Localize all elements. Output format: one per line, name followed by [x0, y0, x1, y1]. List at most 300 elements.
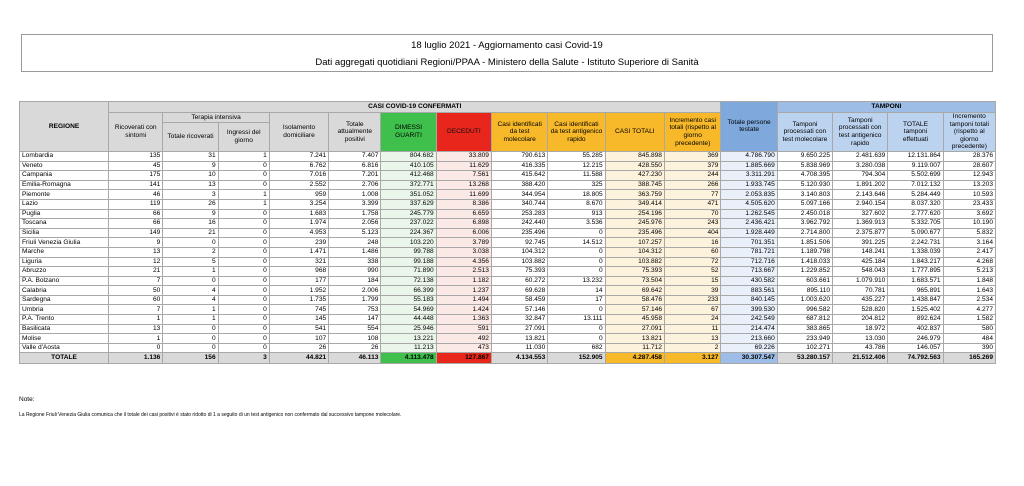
table-cell: 0 — [218, 315, 269, 325]
table-row — [20, 276, 996, 286]
table-cell: 99.188 — [381, 257, 436, 267]
table-cell: 52 — [664, 267, 720, 277]
table-cell: 379 — [664, 161, 720, 171]
table-cell: 753 — [329, 305, 381, 315]
table-cell: 60.272 — [491, 276, 547, 286]
table-cell: 0 — [548, 257, 605, 267]
table-cell: 5.284.449 — [888, 190, 943, 200]
table-cell: 1.891.202 — [833, 180, 888, 190]
table-cell: 214.474 — [721, 324, 777, 334]
table-cell: 2.481.639 — [833, 151, 888, 161]
table-cell: 1.363 — [436, 315, 491, 325]
header-ti-ingressi: Ingressi del giorno — [218, 122, 269, 151]
table-cell: 7.407 — [329, 151, 381, 161]
total-cell: 3.127 — [664, 353, 720, 364]
table-cell: 687.812 — [777, 315, 832, 325]
region-name-cell: Campania — [20, 171, 109, 181]
total-label-cell: TOTALE — [20, 353, 109, 364]
table-row — [20, 295, 996, 305]
table-cell: 32.847 — [491, 315, 547, 325]
table-cell: 1.683.571 — [888, 276, 943, 286]
table-cell: 18.805 — [548, 190, 605, 200]
table-cell: 11.588 — [548, 171, 605, 181]
region-name-cell: Umbria — [20, 305, 109, 315]
table-cell: 682 — [548, 343, 605, 353]
table-cell: 0 — [218, 228, 269, 238]
table-cell: 2.417 — [943, 247, 995, 257]
region-name-cell: Valle d'Aosta — [20, 343, 109, 353]
table-cell: 5.090.677 — [888, 228, 943, 238]
table-cell: 548.043 — [833, 267, 888, 277]
total-cell: 74.792.563 — [888, 353, 943, 364]
total-cell: 30.307.547 — [721, 353, 777, 364]
table-cell: 402.837 — [888, 324, 943, 334]
header-casi-antigenico: Casi identificati da test antigenico rapido — [548, 113, 605, 152]
table-cell: 0 — [218, 247, 269, 257]
table-cell: 16 — [163, 219, 218, 229]
table-cell: 781.721 — [721, 247, 777, 257]
table-cell: 372.771 — [381, 180, 436, 190]
table-cell: 2.056 — [329, 219, 381, 229]
table-cell: 239 — [269, 238, 328, 248]
table-row — [20, 324, 996, 334]
table-cell: 0 — [218, 305, 269, 315]
table-cell: 4.268 — [943, 257, 995, 267]
table-cell: 66 — [109, 209, 163, 219]
table-cell: 1.494 — [436, 295, 491, 305]
table-cell: 1 — [163, 267, 218, 277]
header-group-casi: CASI COVID-19 CONFERMATI — [109, 102, 721, 113]
table-cell: 15 — [664, 276, 720, 286]
table-cell: 145 — [269, 315, 328, 325]
table-cell: 0 — [548, 305, 605, 315]
table-cell: 701.351 — [721, 238, 777, 248]
table-cell: 1.885.669 — [721, 161, 777, 171]
table-cell: 243 — [664, 219, 720, 229]
table-cell: 2 — [163, 247, 218, 257]
table-cell: 70.781 — [833, 286, 888, 296]
table-cell: 245.976 — [605, 219, 664, 229]
table-cell: 892.624 — [888, 315, 943, 325]
table-cell: 266 — [664, 180, 720, 190]
table-cell: 18.972 — [833, 324, 888, 334]
total-cell: 4.287.458 — [605, 353, 664, 364]
table-cell: 2.375.877 — [833, 228, 888, 238]
table-cell: 388.745 — [605, 180, 664, 190]
table-cell: 2.552 — [269, 180, 328, 190]
table-cell: 107.257 — [605, 238, 664, 248]
table-row — [20, 209, 996, 219]
table-cell: 147 — [329, 315, 381, 325]
table-body — [20, 151, 996, 363]
region-name-cell: Veneto — [20, 161, 109, 171]
table-cell: 103.220 — [381, 238, 436, 248]
table-cell: 9.119.007 — [888, 161, 943, 171]
table-cell: 11 — [664, 324, 720, 334]
table-cell: 0 — [218, 267, 269, 277]
table-cell: 913 — [548, 209, 605, 219]
table-cell: 0 — [163, 324, 218, 334]
table-cell: 50 — [109, 286, 163, 296]
table-cell: 58.459 — [491, 295, 547, 305]
header-incremento-casi: Incremento casi totali (rispetto al giorno precedente) — [664, 113, 720, 152]
table-cell: 1.471 — [269, 247, 328, 257]
table-cell: 1.182 — [436, 276, 491, 286]
table-cell: 1.851.506 — [777, 238, 832, 248]
region-name-cell: Liguria — [20, 257, 109, 267]
table-cell: 0 — [218, 286, 269, 296]
table-cell: 1.003.620 — [777, 295, 832, 305]
region-name-cell: Sicilia — [20, 228, 109, 238]
table-cell: 103.882 — [491, 257, 547, 267]
table-cell: 70 — [664, 209, 720, 219]
table-cell: 71.890 — [381, 267, 436, 277]
header-group-terapia-intensiva: Terapia intensiva — [163, 113, 269, 123]
table-cell: 7.561 — [436, 171, 491, 181]
table-cell: 383.865 — [777, 324, 832, 334]
table-cell: 107 — [269, 334, 328, 344]
table-cell: 149 — [109, 228, 163, 238]
notes-label: Note: — [19, 396, 35, 403]
table-cell: 6.816 — [329, 161, 381, 171]
table-cell: 45 — [109, 161, 163, 171]
table-cell: 603.661 — [777, 276, 832, 286]
header-regione: REGIONE — [20, 102, 109, 152]
region-name-cell: Puglia — [20, 209, 109, 219]
table-cell: 845.898 — [605, 151, 664, 161]
table-cell: 242.440 — [491, 219, 547, 229]
table-cell: 492 — [436, 334, 491, 344]
table-cell: 28.607 — [943, 161, 995, 171]
table-cell: 0 — [548, 267, 605, 277]
region-name-cell: Molise — [20, 334, 109, 344]
table-cell: 1 — [109, 315, 163, 325]
table-cell: 148.241 — [833, 247, 888, 257]
table-cell: 425.184 — [833, 257, 888, 267]
table-cell: 959 — [269, 190, 328, 200]
table-cell: 13.232 — [548, 276, 605, 286]
table-cell: 430.582 — [721, 276, 777, 286]
table-cell: 58.476 — [605, 295, 664, 305]
table-cell: 7.016 — [269, 171, 328, 181]
table-cell: 3 — [163, 190, 218, 200]
table-cell: 69.226 — [721, 343, 777, 353]
table-cell: 141 — [109, 180, 163, 190]
table-cell: 10.190 — [943, 219, 995, 229]
table-cell: 73.504 — [605, 276, 664, 286]
table-cell: 1 — [163, 305, 218, 315]
table-cell: 13.203 — [943, 180, 995, 190]
total-cell: 44.821 — [269, 353, 328, 364]
table-cell: 13.268 — [436, 180, 491, 190]
table-cell: 235.496 — [605, 228, 664, 238]
report-subtitle: Dati aggregati quotidiani Regioni/PPAA - Ministero della Salute - Istituto Superiore di Sanità — [315, 57, 699, 68]
total-row — [20, 353, 996, 364]
table-cell: 8.670 — [548, 199, 605, 209]
table-cell: 67 — [664, 305, 720, 315]
table-cell: 8.386 — [436, 199, 491, 209]
table-cell: 12 — [109, 257, 163, 267]
table-cell: 1.418.033 — [777, 257, 832, 267]
table-cell: 233 — [664, 295, 720, 305]
table-cell: 26 — [163, 199, 218, 209]
table-cell: 0 — [163, 343, 218, 353]
table-cell: 25.946 — [381, 324, 436, 334]
header-ricoverati: Ricoverati con sintomi — [109, 113, 163, 152]
region-name-cell: Lazio — [20, 199, 109, 209]
table-cell: 996.582 — [777, 305, 832, 315]
region-name-cell: P.A. Bolzano — [20, 276, 109, 286]
table-cell: 72.138 — [381, 276, 436, 286]
table-cell: 1.189.798 — [777, 247, 832, 257]
table-cell: 69.628 — [491, 286, 547, 296]
table-cell: 0 — [163, 334, 218, 344]
table-cell: 253.283 — [491, 209, 547, 219]
table-cell: 9 — [109, 238, 163, 248]
table-row — [20, 343, 996, 353]
table-row — [20, 238, 996, 248]
table-cell: 6.659 — [436, 209, 491, 219]
table-cell: 13.821 — [491, 334, 547, 344]
table-cell: 0 — [163, 276, 218, 286]
table-cell: 5.832 — [943, 228, 995, 238]
table-cell: 3.280.038 — [833, 161, 888, 171]
table-cell: 369 — [664, 151, 720, 161]
table-cell: 745 — [269, 305, 328, 315]
table-cell: 0 — [218, 257, 269, 267]
table-cell: 528.820 — [833, 305, 888, 315]
header-persone-testate: Totale persone testate — [721, 102, 777, 152]
region-name-cell: Calabria — [20, 286, 109, 296]
table-row — [20, 228, 996, 238]
table-cell: 1 — [109, 334, 163, 344]
table-cell: 5.213 — [943, 267, 995, 277]
region-name-cell: Emilia-Romagna — [20, 180, 109, 190]
header-casi-totali: CASI TOTALI — [605, 113, 664, 152]
table-cell: 23.433 — [943, 199, 995, 209]
table-cell: 713.667 — [721, 267, 777, 277]
table-cell: 1.229.852 — [777, 267, 832, 277]
table-cell: 3.399 — [329, 199, 381, 209]
total-cell: 127.867 — [436, 353, 491, 364]
table-cell: 5.123 — [329, 228, 381, 238]
table-cell: 804.682 — [381, 151, 436, 161]
table-cell: 1.952 — [269, 286, 328, 296]
table-cell: 254.196 — [605, 209, 664, 219]
total-cell: 1.136 — [109, 353, 163, 364]
table-cell: 28.376 — [943, 151, 995, 161]
table-cell: 1.758 — [329, 209, 381, 219]
table-cell: 6.006 — [436, 228, 491, 238]
table-cell: 12.943 — [943, 171, 995, 181]
table-cell: 103.882 — [605, 257, 664, 267]
table-cell: 244 — [664, 171, 720, 181]
table-cell: 6.762 — [269, 161, 328, 171]
region-name-cell: Friuli Venezia Giulia — [20, 238, 109, 248]
table-cell: 712.716 — [721, 257, 777, 267]
table-cell: 242.549 — [721, 315, 777, 325]
table-cell: 3.311.291 — [721, 171, 777, 181]
table-cell: 580 — [943, 324, 995, 334]
table-cell: 0 — [548, 247, 605, 257]
table-cell: 21 — [163, 228, 218, 238]
table-row — [20, 286, 996, 296]
table-cell: 55.285 — [548, 151, 605, 161]
table-cell: 24 — [664, 315, 720, 325]
table-cell: 5.120.930 — [777, 180, 832, 190]
total-cell: 4.113.478 — [381, 353, 436, 364]
table-cell: 471 — [664, 199, 720, 209]
table-cell: 554 — [329, 324, 381, 334]
notes-text: La Regione Friuli Venezia Giulia comunica che il totale dei casi positivi è stato ridotto di 1 a seguito di un test antigenico non confermato dal successivo tampone molecolare. — [19, 412, 402, 418]
table-cell: 10 — [163, 171, 218, 181]
table-cell: 1.643 — [943, 286, 995, 296]
table-cell: 351.052 — [381, 190, 436, 200]
table-cell: 2.940.154 — [833, 199, 888, 209]
table-cell: 0 — [218, 219, 269, 229]
total-cell: 152.905 — [548, 353, 605, 364]
table-row — [20, 315, 996, 325]
table-cell: 7 — [109, 276, 163, 286]
table-cell: 327.602 — [833, 209, 888, 219]
table-cell: 75.393 — [605, 267, 664, 277]
table-cell: 591 — [436, 324, 491, 334]
header-ti-totale: Totale ricoverati — [163, 122, 218, 151]
table-cell: 1.424 — [436, 305, 491, 315]
table-row — [20, 171, 996, 181]
table-row — [20, 334, 996, 344]
table-cell: 12.131.864 — [888, 151, 943, 161]
table-cell: 66.399 — [381, 286, 436, 296]
table-cell: 790.613 — [491, 151, 547, 161]
table-cell: 57.146 — [491, 305, 547, 315]
table-cell: 102.271 — [777, 343, 832, 353]
table-cell: 175 — [109, 171, 163, 181]
table-cell: 4 — [163, 286, 218, 296]
table-cell: 794.304 — [833, 171, 888, 181]
table-cell: 2.706 — [329, 180, 381, 190]
table-cell: 0 — [163, 238, 218, 248]
table-cell: 104.312 — [605, 247, 664, 257]
table-cell: 3.962.792 — [777, 219, 832, 229]
header-isolamento: Isolamento domiciliare — [269, 113, 328, 152]
table-cell: 9 — [163, 209, 218, 219]
table-cell: 7 — [109, 305, 163, 315]
table-cell: 119 — [109, 199, 163, 209]
region-name-cell: Abruzzo — [20, 267, 109, 277]
table-cell: 1.933.745 — [721, 180, 777, 190]
table-cell: 8.037.320 — [888, 199, 943, 209]
table-cell: 4.708.395 — [777, 171, 832, 181]
table-cell: 883.561 — [721, 286, 777, 296]
table-cell: 248 — [329, 238, 381, 248]
table-cell: 184 — [329, 276, 381, 286]
header-group-tamponi: TAMPONI — [777, 102, 995, 113]
header-tamponi-totale: TOTALE tamponi effettuati — [888, 113, 943, 152]
table-cell: 338 — [329, 257, 381, 267]
table-cell: 5.502.699 — [888, 171, 943, 181]
table-cell: 484 — [943, 334, 995, 344]
table-cell: 1.438.847 — [888, 295, 943, 305]
covid-data-table — [19, 101, 996, 364]
table-cell: 404 — [664, 228, 720, 238]
table-cell: 427.230 — [605, 171, 664, 181]
table-cell: 13 — [109, 324, 163, 334]
table-cell: 399.530 — [721, 305, 777, 315]
table-cell: 2.242.731 — [888, 238, 943, 248]
table-cell: 69.642 — [605, 286, 664, 296]
table-row — [20, 219, 996, 229]
table-cell: 2 — [664, 343, 720, 353]
table-cell: 1.974 — [269, 219, 328, 229]
table-cell: 1.338.039 — [888, 247, 943, 257]
table-cell: 435.227 — [833, 295, 888, 305]
table-cell: 2.714.800 — [777, 228, 832, 238]
table-cell: 177 — [269, 276, 328, 286]
table-cell: 1.486 — [329, 247, 381, 257]
table-cell: 11.699 — [436, 190, 491, 200]
table-cell: 363.759 — [605, 190, 664, 200]
table-cell: 1.843.217 — [888, 257, 943, 267]
table-row — [20, 190, 996, 200]
table-cell: 0 — [218, 343, 269, 353]
table-cell: 1.683 — [269, 209, 328, 219]
table-cell: 1 — [218, 151, 269, 161]
table-cell: 1.079.910 — [833, 276, 888, 286]
table-cell: 7.241 — [269, 151, 328, 161]
table-cell: 44.448 — [381, 315, 436, 325]
table-cell: 388.420 — [491, 180, 547, 190]
table-cell: 7.012.132 — [888, 180, 943, 190]
table-cell: 1.799 — [329, 295, 381, 305]
table-cell: 27.091 — [491, 324, 547, 334]
table-cell: 235.496 — [491, 228, 547, 238]
table-cell: 5 — [163, 257, 218, 267]
table-cell: 26 — [329, 343, 381, 353]
table-cell: 1.008 — [329, 190, 381, 200]
table-cell: 0 — [218, 295, 269, 305]
region-name-cell: Lombardia — [20, 151, 109, 161]
table-cell: 16 — [664, 238, 720, 248]
table-cell: 237.022 — [381, 219, 436, 229]
table-cell: 541 — [269, 324, 328, 334]
table-cell: 412.468 — [381, 171, 436, 181]
table-cell: 4.356 — [436, 257, 491, 267]
table-cell: 14 — [548, 286, 605, 296]
table-cell: 4 — [163, 295, 218, 305]
table-cell: 11.213 — [381, 343, 436, 353]
table-cell: 10.593 — [943, 190, 995, 200]
table-cell: 340.744 — [491, 199, 547, 209]
table-cell: 0 — [548, 334, 605, 344]
table-cell: 4.505.620 — [721, 199, 777, 209]
table-cell: 11.629 — [436, 161, 491, 171]
table-cell: 17 — [548, 295, 605, 305]
table-cell: 204.812 — [833, 315, 888, 325]
region-name-cell: Piemonte — [20, 190, 109, 200]
table-cell: 75.393 — [491, 267, 547, 277]
table-cell: 1.525.402 — [888, 305, 943, 315]
total-cell: 156 — [163, 353, 218, 364]
table-cell: 13.111 — [548, 315, 605, 325]
table-cell: 233.949 — [777, 334, 832, 344]
table-cell: 4.277 — [943, 305, 995, 315]
table-cell: 7.201 — [329, 171, 381, 181]
table-cell: 246.979 — [888, 334, 943, 344]
table-row — [20, 161, 996, 171]
table-cell: 1.928.449 — [721, 228, 777, 238]
table-cell: 1 — [163, 315, 218, 325]
